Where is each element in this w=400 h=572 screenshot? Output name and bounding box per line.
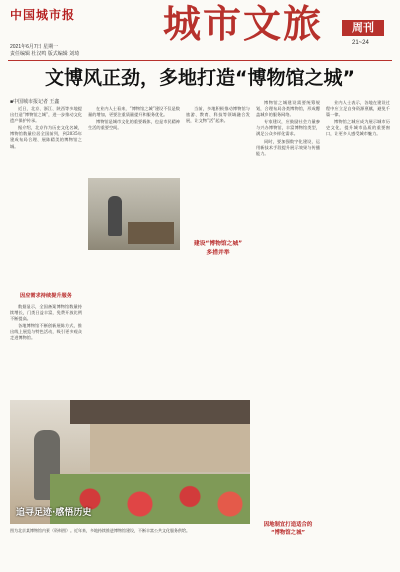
paragraph: 在业内人士看来，“博物馆之城”建设不仅是数量的增加，更要注重质量提升和服务优化。 xyxy=(88,106,180,118)
paragraph: 各地博物馆不断创新展陈方式，推出线上展览与特色活动，吸引更多观众走进博物馆。 xyxy=(10,323,82,341)
subheading-line: “博物馆之城” xyxy=(270,530,306,536)
byline: ■中国城市报记者 王鑫 xyxy=(10,99,60,105)
paragraph: 数据显示，全国备案博物馆数量持续增长，门类日益丰富，免费开放比例不断提高。 xyxy=(10,304,82,322)
page-range: 21~24 xyxy=(352,40,369,46)
article-photo-main xyxy=(10,400,250,524)
masthead xyxy=(0,0,400,62)
paragraph: 近日，北京、浙江、陕西等多地提出打造“博物馆之城”，进一步推动文化遗产保护传承。 xyxy=(10,106,82,124)
editor-line: 责任编辑 杜汉鸣 版式编辑 刘琦 xyxy=(10,51,80,57)
photo-caption: 追寻足迹·感悟历史 xyxy=(16,508,92,518)
brand-logo: 中国城市报 xyxy=(10,8,76,22)
subheading xyxy=(256,520,320,536)
section-title: 城市文旅 xyxy=(163,1,324,46)
article-column-1 xyxy=(10,106,82,284)
divider xyxy=(8,60,392,61)
subheading: 因应需求持续提升服务 xyxy=(20,293,72,299)
paragraph: 业内人士表示，各地在建设过程中应立足自身资源禀赋，避免千篇一律。 xyxy=(326,100,390,118)
pull-quote-line: 多措并举 xyxy=(206,250,230,256)
paragraph: 博物馆之城建设需要统筹规划，合理布局各类博物馆，形成覆盖城乡的服务网络。 xyxy=(256,100,320,118)
person-figure xyxy=(108,196,122,236)
paragraph: 据介绍，北京作为历史文化名城，博物馆数量位居全国前列，到2035年建成布局合理、展陈精美的博物馆之城。 xyxy=(10,125,82,149)
article-column-4 xyxy=(256,100,320,560)
article-photo-small xyxy=(88,178,180,250)
weekly-badge: 周刊 xyxy=(342,20,384,36)
building-wall xyxy=(90,424,250,472)
building-eave xyxy=(70,400,250,424)
paragraph: 专家建议，应鼓励社会力量参与兴办博物馆，丰富博物馆类型，满足公众多样化需求。 xyxy=(256,119,320,137)
desk-shape xyxy=(128,222,174,244)
pull-quote xyxy=(186,240,250,258)
paragraph: 同时，要加强数字化建设，运用新技术手段提升展示效果与传播能力。 xyxy=(256,138,320,156)
article-column-3 xyxy=(186,106,250,246)
date-line: 2021年6月7日 星期一 xyxy=(10,44,59,50)
pull-quote-line: 建设“博物馆之城” xyxy=(193,241,243,247)
paragraph: 当前，多地积极推动博物馆与旅游、教育、科技等领域融合发展，让文物“活”起来。 xyxy=(186,106,250,124)
article-column-5 xyxy=(326,100,390,560)
article-column-1b xyxy=(10,304,82,398)
paragraph: 博物馆是城市文化的重要载体，也是市民精神生活的重要空间。 xyxy=(88,119,180,131)
paragraph: 博物馆之城应成为展示城市历史文化、提升城市品质的重要窗口，让更多人感受城市魅力。 xyxy=(326,119,390,137)
subheading-line: 因地制宜打造适合的 xyxy=(263,522,313,528)
photo-footnote: 图为北京某博物馆内景（资料图）。近年来，多地持续推进博物馆建设，不断丰富公共文化服务供给。 xyxy=(10,528,190,533)
article-headline: 文博风正劲，多地打造“博物馆之城” xyxy=(45,67,355,89)
